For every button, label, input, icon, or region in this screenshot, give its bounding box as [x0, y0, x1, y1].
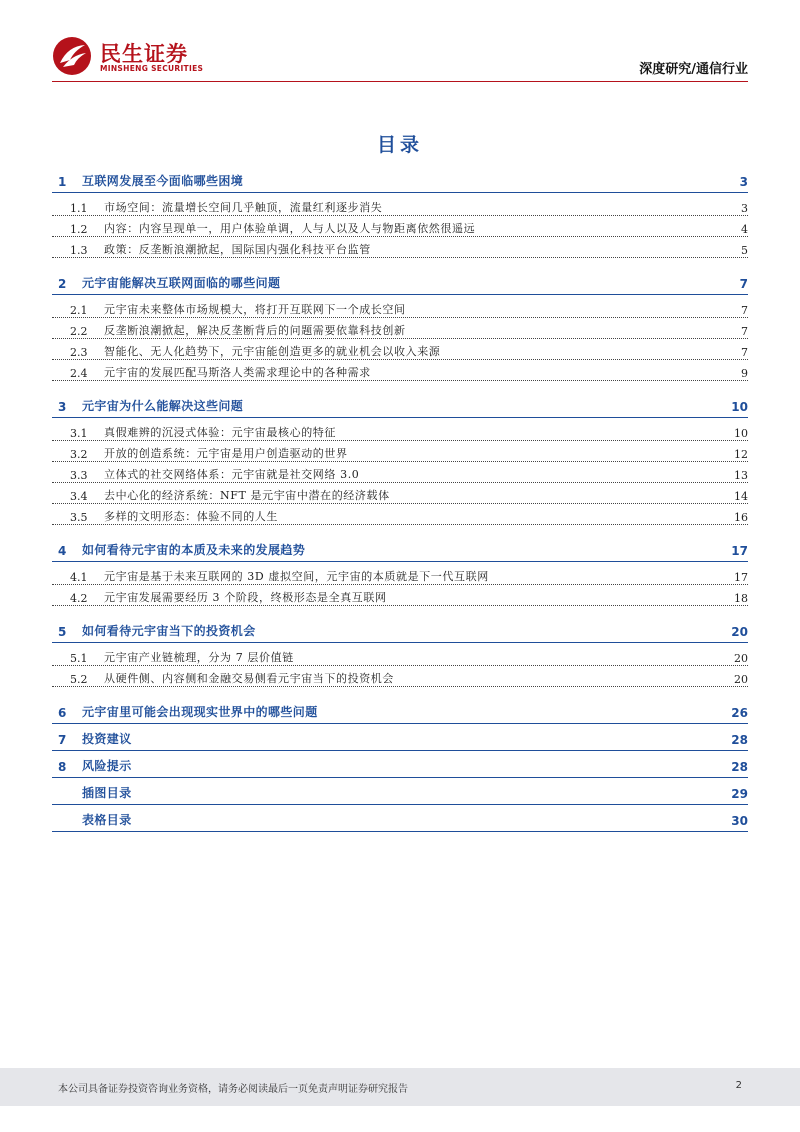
- toc-subsection-number: 2.3: [70, 346, 88, 359]
- toc-subsection-number: 3.2: [70, 448, 88, 461]
- toc-subsection-entry[interactable]: [52, 341, 748, 362]
- toc-section-entry[interactable]: [52, 784, 748, 805]
- toc-section-entry[interactable]: [52, 622, 748, 643]
- toc-subsection-number: 5.2: [70, 673, 88, 686]
- toc-subsection-number: 3.1: [70, 427, 88, 440]
- toc-subsection-entry[interactable]: [52, 299, 748, 320]
- toc-section-page: 3: [739, 175, 748, 189]
- toc-subsection-entry[interactable]: [52, 566, 748, 587]
- toc-section-title: 元宇宙里可能会出现现实世界中的哪些问题: [82, 705, 318, 719]
- toc-subsection-page: 9: [741, 367, 748, 380]
- report-category: 深度研究/通信行业: [639, 62, 748, 77]
- toc-section-entry[interactable]: [52, 397, 748, 418]
- toc-section-number: 6: [58, 706, 67, 720]
- toc-subsection-title: 智能化、无人化趋势下，元宇宙能创造更多的就业机会以收入来源: [104, 345, 441, 358]
- toc-section-entry[interactable]: [52, 541, 748, 562]
- toc-subsection-entry[interactable]: [52, 218, 748, 239]
- page-header: [52, 36, 748, 80]
- minsheng-logo-icon: [52, 36, 92, 76]
- toc-subsection-title: 元宇宙未来整体市场规模大，将打开互联网下一个成长空间: [104, 303, 406, 316]
- toc-subsection-number: 1.2: [70, 223, 88, 236]
- toc-subsection-entry[interactable]: [52, 647, 748, 668]
- toc-subsection-title: 内容：内容呈现单一，用户体验单调，人与人以及人与物距离依然很遥远: [104, 222, 476, 235]
- footer-disclaimer: 本公司具备证券投资咨询业务资格，请务必阅读最后一页免责声明证券研究报告: [58, 1084, 408, 1095]
- toc-subsection-entry[interactable]: [52, 362, 748, 383]
- toc-subsection-title: 去中心化的经济系统：NFT 是元宇宙中潜在的经济载体: [104, 489, 390, 502]
- toc-subsection-page: 10: [734, 427, 748, 440]
- toc-section-title: 插图目录: [82, 786, 132, 800]
- toc-section-page: 28: [731, 760, 748, 774]
- toc-section-page: 17: [731, 544, 748, 558]
- toc-subsection-entry[interactable]: [52, 443, 748, 464]
- toc-section-entry[interactable]: [52, 274, 748, 295]
- toc-section-number: 5: [58, 625, 67, 639]
- toc-subsection-page: 5: [741, 244, 748, 257]
- toc-subsection-title: 开放的创造系统：元宇宙是用户创造驱动的世界: [104, 447, 348, 460]
- toc-subsection-title: 多样的文明形态：体验不同的人生: [104, 510, 278, 523]
- toc-subsection-page: 7: [741, 325, 748, 338]
- toc-subsection-page: 14: [734, 490, 748, 503]
- toc-subsection-number: 4.1: [70, 571, 88, 584]
- toc-subsection-number: 3.3: [70, 469, 88, 482]
- toc-section-page: 30: [731, 814, 748, 828]
- toc-subsection-title: 元宇宙是基于未来互联网的 3D 虚拟空间，元宇宙的本质就是下一代互联网: [104, 570, 489, 583]
- toc-subsection-entry[interactable]: [52, 506, 748, 527]
- toc-subsection-title: 市场空间：流量增长空间几乎触顶，流量红利逐步消失: [104, 201, 383, 214]
- table-of-contents: [52, 172, 748, 832]
- toc-section-number: 1: [58, 175, 67, 189]
- toc-subsection-entry[interactable]: [52, 485, 748, 506]
- toc-subsection-entry[interactable]: [52, 587, 748, 608]
- toc-section-title: 风险提示: [82, 759, 132, 773]
- toc-subsection-title: 元宇宙发展需要经历 3 个阶段，终极形态是全真互联网: [104, 591, 387, 604]
- toc-section-title: 表格目录: [82, 813, 132, 827]
- toc-subsection-title: 真假难辨的沉浸式体验：元宇宙最核心的特征: [104, 426, 336, 439]
- toc-subsection-entry[interactable]: [52, 464, 748, 485]
- toc-section-page: 26: [731, 706, 748, 720]
- toc-subsection-number: 2.1: [70, 304, 88, 317]
- toc-section-page: 29: [731, 787, 748, 801]
- toc-subsection-entry[interactable]: [52, 197, 748, 218]
- toc-section-title: 元宇宙为什么能解决这些问题: [82, 399, 244, 413]
- toc-section-page: 20: [731, 625, 748, 639]
- toc-section-entry[interactable]: [52, 730, 748, 751]
- toc-section-number: 4: [58, 544, 67, 558]
- toc-subsection-page: 3: [741, 202, 748, 215]
- toc-subsection-page: 13: [734, 469, 748, 482]
- toc-subsection-number: 1.3: [70, 244, 88, 257]
- toc-subsection-title: 政策：反垄断浪潮掀起，国际国内强化科技平台监管: [104, 243, 371, 256]
- toc-subsection-number: 3.5: [70, 511, 88, 524]
- toc-subsection-title: 元宇宙产业链梳理，分为 7 层价值链: [104, 651, 294, 664]
- toc-section-title: 如何看待元宇宙的本质及未来的发展趋势: [82, 543, 306, 557]
- toc-subsection-page: 16: [734, 511, 748, 524]
- toc-section-number: 8: [58, 760, 67, 774]
- toc-section-number: 3: [58, 400, 67, 414]
- toc-subsection-entry[interactable]: [52, 422, 748, 443]
- header-divider: [52, 81, 748, 82]
- toc-subsection-page: 7: [741, 304, 748, 317]
- toc-section-entry[interactable]: [52, 811, 748, 832]
- toc-subsection-page: 20: [734, 673, 748, 686]
- toc-subsection-page: 12: [734, 448, 748, 461]
- toc-section-entry[interactable]: [52, 703, 748, 724]
- toc-subsection-page: 4: [741, 223, 748, 236]
- toc-subsection-page: 17: [734, 571, 748, 584]
- toc-subsection-page: 18: [734, 592, 748, 605]
- toc-section-title: 投资建议: [82, 732, 132, 746]
- toc-subsection-number: 3.4: [70, 490, 88, 503]
- toc-section-page: 28: [731, 733, 748, 747]
- toc-subsection-title: 从硬件侧、内容侧和金融交易侧看元宇宙当下的投资机会: [104, 672, 394, 685]
- toc-section-number: 2: [58, 277, 67, 291]
- toc-section-entry[interactable]: [52, 172, 748, 193]
- toc-subsection-page: 20: [734, 652, 748, 665]
- toc-subsection-title: 反垄断浪潮掀起，解决反垄断背后的问题需要依靠科技创新: [104, 324, 406, 337]
- toc-subsection-title: 立体式的社交网络体系：元宇宙就是社交网络 3.0: [104, 468, 360, 481]
- toc-section-number: 7: [58, 733, 67, 747]
- toc-section-page: 10: [731, 400, 748, 414]
- toc-subsection-title: 元宇宙的发展匹配马斯洛人类需求理论中的各种需求: [104, 366, 371, 379]
- toc-section-title: 互联网发展至今面临哪些困境: [82, 174, 244, 188]
- toc-subsection-number: 2.2: [70, 325, 88, 338]
- toc-heading: 目录: [376, 134, 423, 156]
- toc-subsection-number: 4.2: [70, 592, 88, 605]
- toc-subsection-entry[interactable]: [52, 668, 748, 689]
- page-number: 2: [735, 1080, 742, 1091]
- logo-english-name: MINSHENG SECURITIES: [100, 64, 204, 73]
- toc-section-title: 如何看待元宇宙当下的投资机会: [82, 624, 256, 638]
- toc-section-page: 7: [739, 277, 748, 291]
- page-footer: [0, 1068, 800, 1106]
- toc-subsection-number: 2.4: [70, 367, 88, 380]
- toc-subsection-page: 7: [741, 346, 748, 359]
- logo-chinese-name: 民生证券: [100, 42, 188, 66]
- toc-section-entry[interactable]: [52, 757, 748, 778]
- toc-subsection-number: 5.1: [70, 652, 88, 665]
- toc-subsection-number: 1.1: [70, 202, 88, 215]
- toc-section-title: 元宇宙能解决互联网面临的哪些问题: [82, 276, 281, 290]
- toc-subsection-entry[interactable]: [52, 320, 748, 341]
- toc-subsection-entry[interactable]: [52, 239, 748, 260]
